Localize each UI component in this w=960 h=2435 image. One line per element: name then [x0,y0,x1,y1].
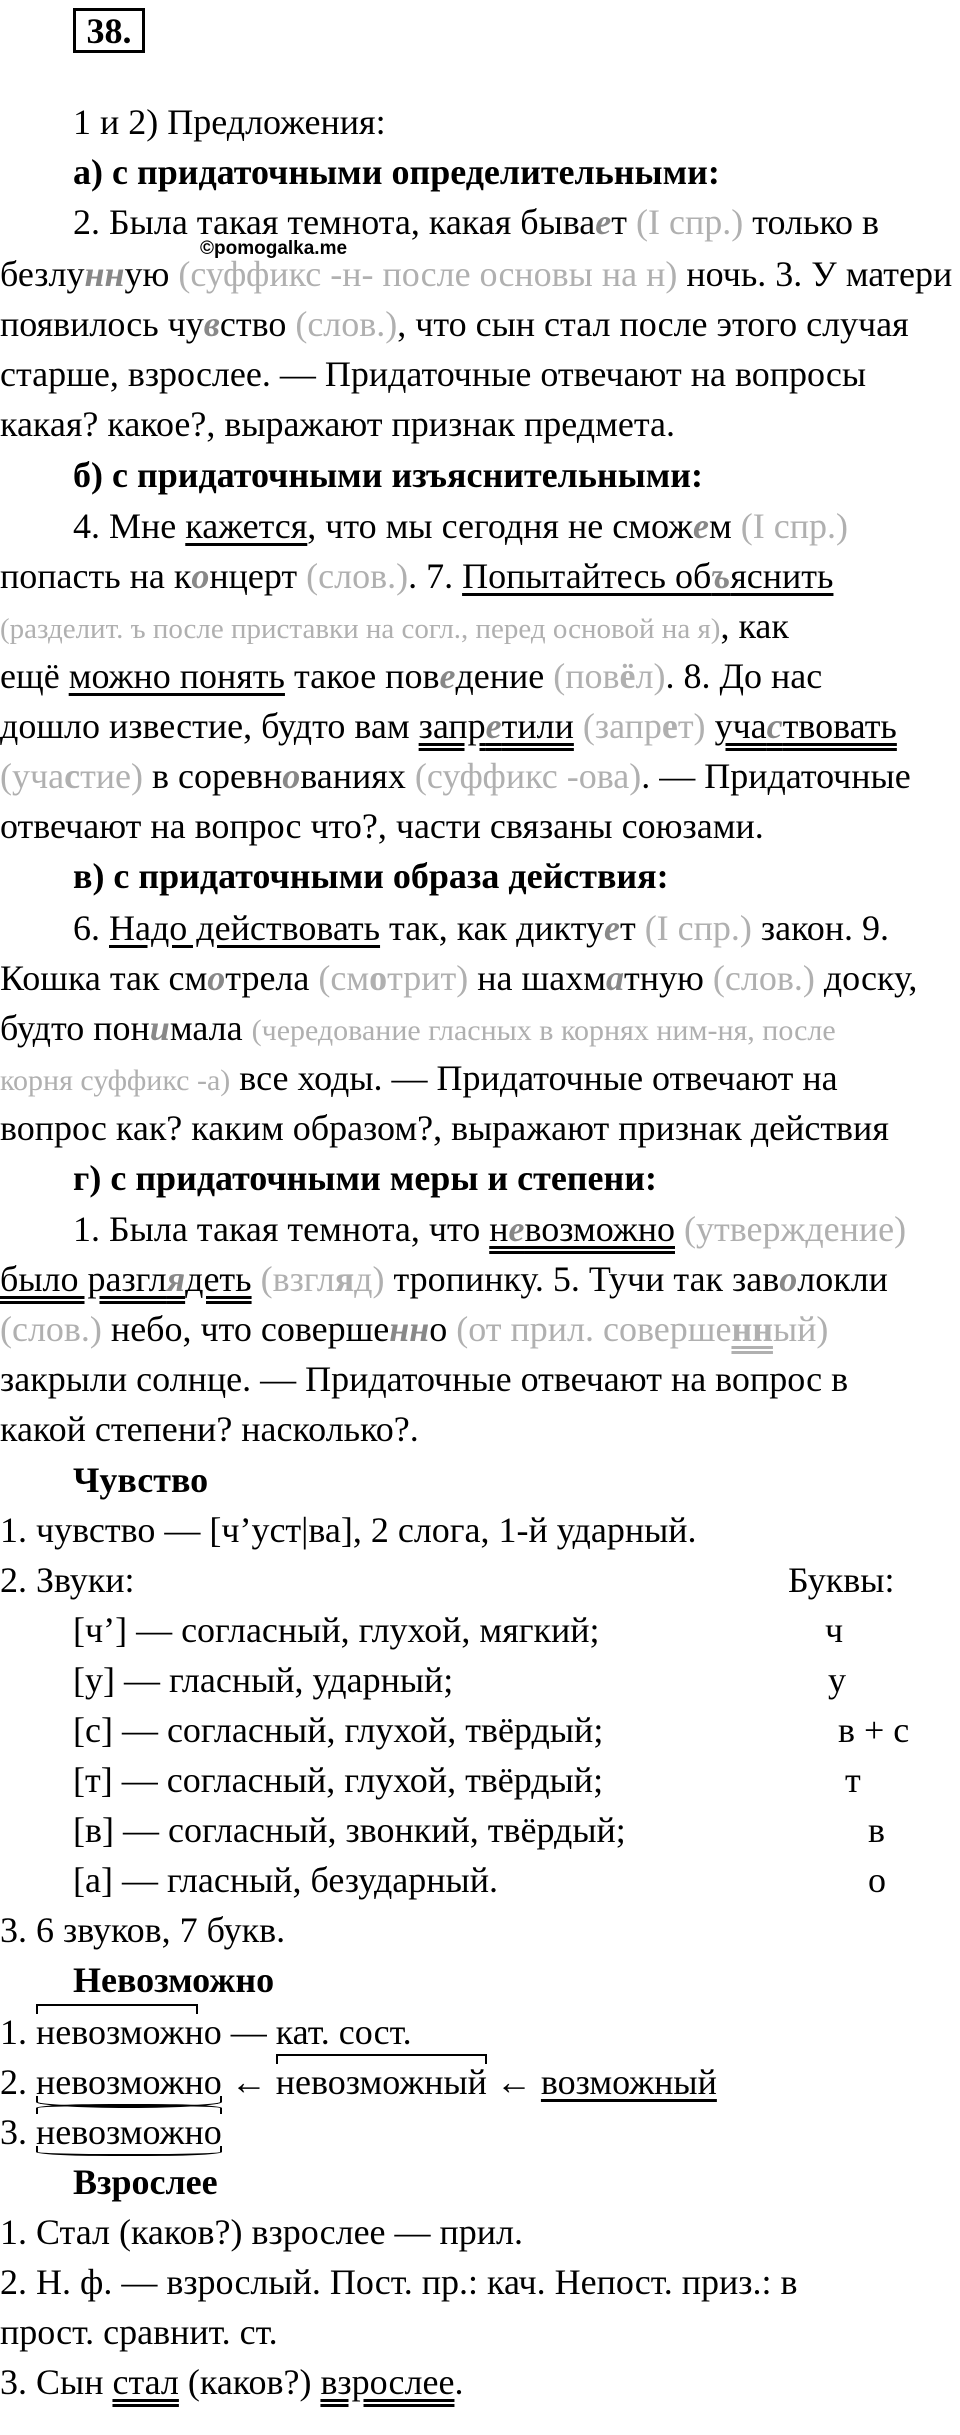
word-stem-mark: невозможно [36,2112,222,2152]
chuvstvo-summary: 3. 6 звуков, 7 букв. [0,1910,286,1950]
sound-row: [т] — согласный, глухой, твёрдый; [73,1760,604,1800]
letter-cell: ч [825,1610,844,1650]
sound-row: [в] — согласный, звонкий, твёрдый; [73,1810,626,1850]
word-root-mark: невозможно [36,2062,222,2102]
letter-cell: о [868,1860,886,1900]
letter-cell: у [828,1660,846,1700]
nevozmozhno-line1: 1. невозможно — кат. сост. [0,2012,412,2052]
section-g-heading: г) с придаточными меры и степени: [73,1158,657,1198]
word-with-ending: невозможно [36,2012,222,2052]
sound-row: [ч’] — согласный, глухой, мягкий; [73,1610,600,1650]
vzroslee-heading: Взрослее [73,2162,218,2202]
vzroslee-line2b: прост. сравнит. ст. [0,2312,278,2352]
sound-row: [с] — согласный, глухой, твёрдый; [73,1710,604,1750]
predicate-mark: взрослее [320,2362,455,2402]
letter-cell: в [868,1810,885,1850]
chuvstvo-heading: Чувство [73,1460,209,1500]
predicate-mark: стал [112,2362,179,2402]
word-base-mark: возможный [540,2062,717,2102]
section-v-heading: в) с придаточными образа действия: [73,856,669,896]
word-prefix-mark: невозможный [275,2062,487,2102]
watermark: ©pomogalka.me [200,238,348,259]
nevozmozhno-heading: Невозможно [73,1960,275,2000]
sounds-label: 2. Звуки: [0,1560,135,1600]
chuvstvo-line1: 1. чувство — [ч’уст|ва], 2 слога, 1-й ударный. [0,1510,697,1550]
sound-row: [у] — гласный, ударный; [73,1660,454,1700]
letter-cell: в + с [838,1710,910,1750]
letters-label: Буквы: [788,1560,895,1600]
exercise-number: 38. [73,8,145,53]
vzroslee-line1: 1. Стал (каков?) взрослее — прил. [0,2212,524,2252]
solution-page: 38. 1 и 2) Предложения: а) с придаточными определительными: ©pomogalka.me 2. Была такая темнота, какая бывает (I спр.) только в безлунную (суффикс -н- после основы на н) ночь. 3. У матери появилось чувство (слов.), что сын стал после этого случая старше, взрослее. — Придаточные отвечают на вопросы какая? какое?, выражают признак предмета. б) с придаточными изъяснительными: 4. Мне кажется, что мы сегодня не сможем (I спр.) попасть на концерт (слов.). 7. Попытайтесь объяснить (разделит. ъ после приставки на согл., перед основой на я), как ещё можно понять такое поведение (повёл). 8. До нас дошло известие, будто вам запретили (запрет) участвовать (участие) в соревнованиях (суффикс -ова). — Придаточные отвечают на вопрос что?, части связаны союзами. в) с придаточными образа действия: 6. Надо действовать так, как диктует (I спр.) закон. 9. Кошка так смотрела (смотрит) на шахматную (слов.) доску, будто понимала (чередование гласных в корнях ним-ня, после корня суффикс -а) все ходы. — Придаточные отвечают на вопрос как? каким образом?, выражают признак действия г) с придаточными меры и степени: 1. Была такая темнота, что невозможно (утверждение) было разглядеть (взгляд) тропинку. 5. Тучи так заволокли (слов.) небо, что совершенно (от прил. совершенный) закрыли солнце. — Придаточные отвечают на вопрос в какой степени? насколько?. Чувство 1. чувство — [ч’уст|ва], 2 слога, 1-й ударный. 2. Звуки: Буквы: [ч’] — согласный, глухой, мягкий; ч [у] — гласный, ударный; у [с] — согласный, глухой, твёрдый; в + с [т] — согласный, глухой, твёрдый; т [в] — согласный, звонкий, твёрдый; в [а] — гласный, безударный. о 3. 6 звуков, 7 букв. Невозможно 1. невозможно — кат. сост. 2. невозможно ← невозможный ← возможный 3. невозможно Взрослее 1. Стал (каков?) взрослее — прил. 2. Н. ф. — взрослый. Пост. пр.: кач. Непост. приз.: в прост. сравнит. ст. 3. Сын стал (каков?) взрослее. [0,0,960,2435]
nevozmozhno-line3: 3. невозможно [0,2112,222,2152]
letter-cell: т [845,1760,861,1800]
nevozmozhno-line2: 2. невозможно ← невозможный ← возможный [0,2062,717,2102]
vzroslee-line2a: 2. Н. ф. — взрослый. Пост. пр.: кач. Непост. приз.: в [0,2262,798,2302]
section-a-heading: а) с придаточными определительными: [73,152,720,192]
intro-line: 1 и 2) Предложения: [73,102,386,142]
section-b-heading: б) с придаточными изъяснительными: [73,455,703,495]
vzroslee-line3: 3. Сын стал (каков?) взрослее. [0,2362,464,2402]
sound-row: [а] — гласный, безударный. [73,1860,499,1900]
